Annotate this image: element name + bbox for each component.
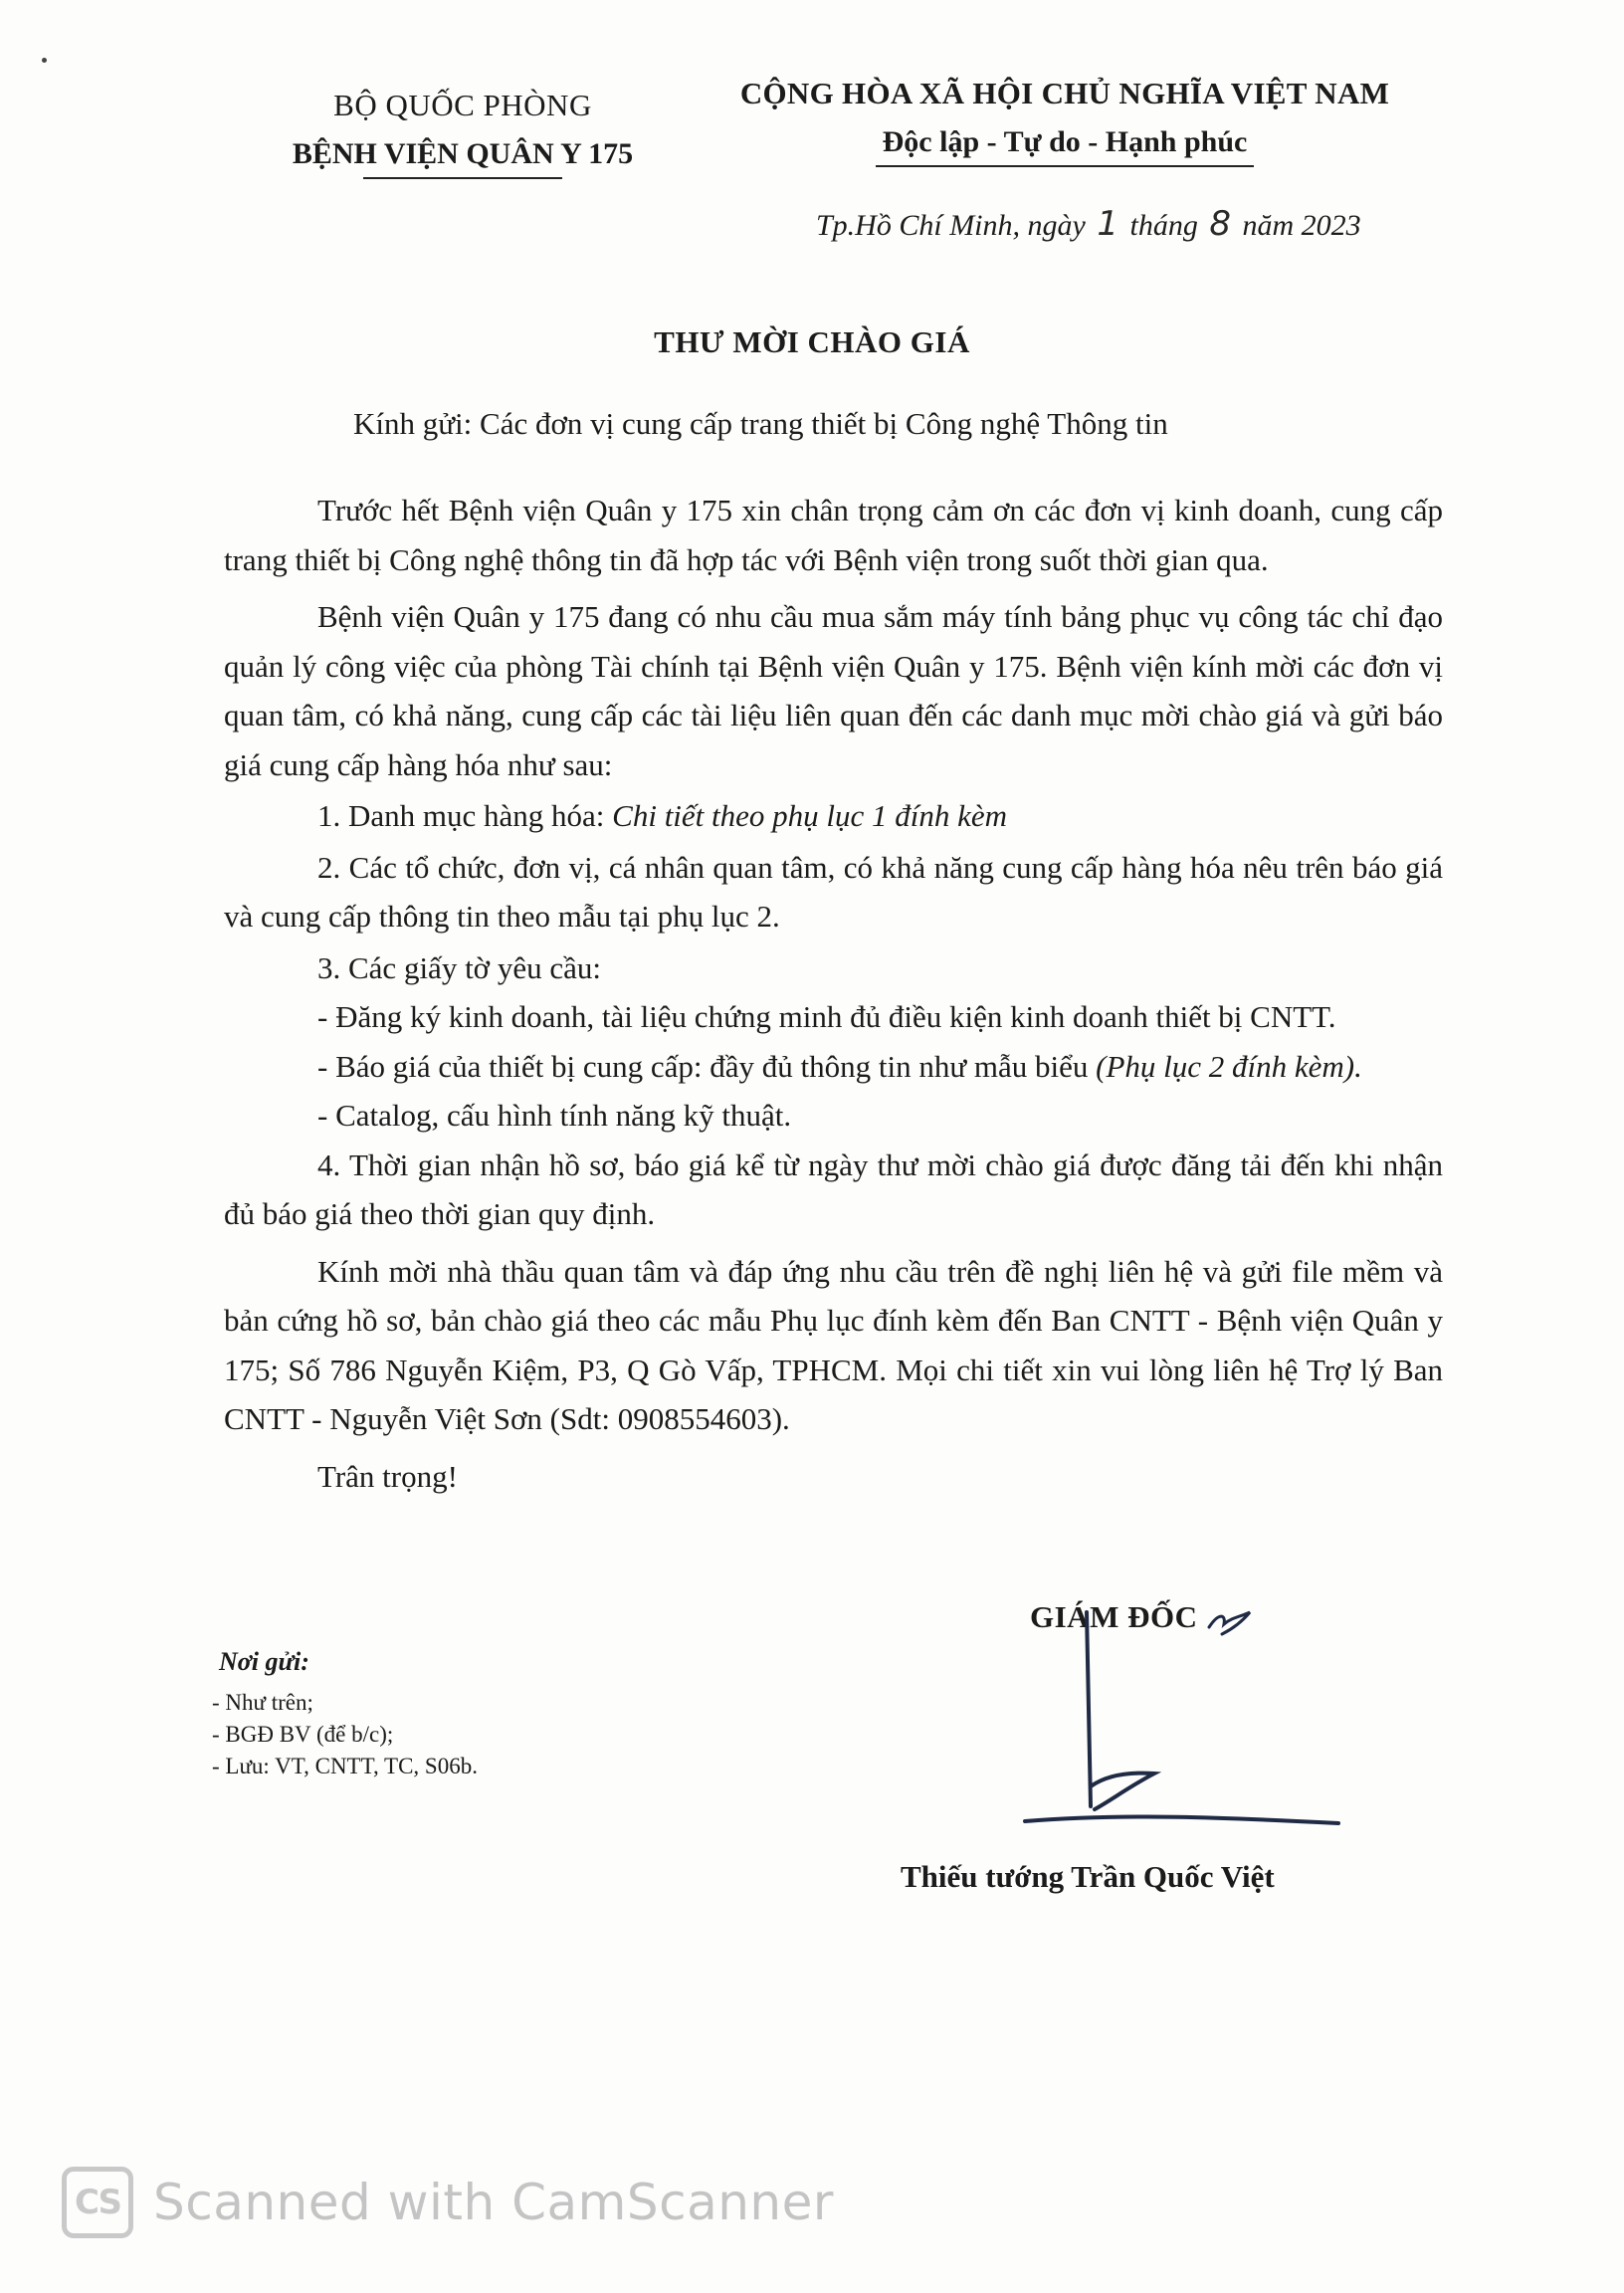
handwritten-signature (1005, 1572, 1403, 1841)
hospital-name: BỆNH VIỆN QUÂN Y 175 (292, 137, 634, 170)
issuer-underline (363, 177, 562, 179)
dateline-place: Tp.Hồ Chí Minh, ngày (816, 209, 1086, 242)
recipient-item: - Như trên; (212, 1690, 313, 1715)
greeting-line: Kính gửi: Các đơn vị cung cấp trang thiết bị Công nghệ Thông tin (353, 406, 1168, 441)
dateline-month: 8 (1209, 204, 1231, 244)
document-title: THƯ MỜI CHÀO GIÁ (654, 324, 970, 359)
dateline-month-label: tháng (1129, 209, 1198, 242)
list-item-3b-italic: (Phụ lục 2 đính kèm). (1096, 1048, 1362, 1084)
signatory-name: Thiếu tướng Trần Quốc Việt (901, 1859, 1275, 1894)
recipient-item: - BGĐ BV (để b/c); (212, 1722, 394, 1747)
list-item-1-text: 1. Danh mục hàng hóa: (317, 798, 613, 833)
closing-line: Trân trọng! (317, 1458, 458, 1494)
list-item-2: 2. Các tổ chức, đơn vị, cá nhân quan tâm, có khả năng cung cấp hàng hóa nêu trên báo giá và cung cấp thông tin theo mẫu tại phụ lục 2. (224, 849, 1443, 934)
country-name: CỘNG HÒA XÃ HỘI CHỦ NGHĨA VIỆT NAM (739, 76, 1390, 110)
list-item-1-italic: Chi tiết theo phụ lục 1 đính kèm (612, 798, 1008, 833)
national-header (697, 76, 1433, 167)
list-item-3c: - Catalog, cấu hình tính năng kỹ thuật. (317, 1098, 792, 1133)
recipients-title: Nơi gửi: (219, 1647, 309, 1676)
ministry-name: BỘ QUỐC PHÒNG (333, 88, 592, 122)
dateline-year: năm 2023 (1242, 209, 1361, 242)
watermark-text: Scanned with CamScanner (153, 2174, 834, 2231)
paragraph-request: Bệnh viện Quân y 175 đang có nhu cầu mua sắm máy tính bảng phục vụ công tác chỉ đạo quản lý công việc của phòng Tài chính tại Bệnh viện Quân y 175. Bệnh viện kính mời các đơn vị quan tâm, có khả năng, cung cấp các tài liệu liên quan đến các danh mục mời chào giá và gửi báo giá cung cấp hàng hóa như sau: (224, 599, 1443, 782)
camscanner-watermark (62, 2166, 834, 2239)
scan-speck (42, 58, 47, 63)
paragraph-contact: Kính mời nhà thầu quan tâm và đáp ứng nhu cầu trên đề nghị liên hệ và gửi file mềm và bản cứng hồ sơ, bản chào giá theo các mẫu Phụ lục đính kèm đến Ban CNTT - Bệnh viện Quân y 175; Số 786 Nguyễn Kiệm, P3, Q Gò Vấp, TPHCM. Mọi chi tiết xin vui lòng liên hệ Trợ lý Ban CNTT - Nguyễn Việt Sơn (Sdt: 0908554603). (224, 1253, 1443, 1436)
paragraph-intro: Trước hết Bệnh viện Quân y 175 xin chân trọng cảm ơn các đơn vị kinh doanh, cung cấp trang thiết bị Công nghệ thông tin đã hợp tác với Bệnh viện trong suốt thời gian qua. (224, 493, 1443, 577)
dateline-day: 1 (1097, 204, 1118, 244)
list-item-1 (224, 791, 1443, 841)
national-motto: Độc lập - Tự do - Hạnh phúc (882, 125, 1248, 158)
list-item-3b (224, 1042, 1443, 1092)
recipients-list (212, 1687, 478, 1782)
list-item-3a: - Đăng ký kinh doanh, tài liệu chứng minh đủ điều kiện kinh doanh thiết bị CNTT. (317, 999, 1336, 1034)
list-item-3b-text: - Báo giá của thiết bị cung cấp: đầy đủ thông tin như mẫu biểu (317, 1048, 1097, 1084)
letter-body (224, 486, 1443, 1501)
camscanner-logo-icon (62, 2167, 133, 2238)
recipient-item: - Lưu: VT, CNTT, TC, S06b. (212, 1754, 478, 1778)
camscanner-logo-text: CS (74, 2183, 121, 2222)
dateline (816, 204, 1433, 244)
issuer-block (229, 88, 697, 179)
motto-underline (876, 165, 1254, 167)
signatory-title: GIÁM ĐỐC (1030, 1599, 1198, 1634)
list-item-3: 3. Các giấy tờ yêu cầu: (317, 949, 601, 985)
list-item-4: 4. Thời gian nhận hồ sơ, báo giá kể từ ngày thư mời chào giá được đăng tải đến khi nhận đủ báo giá theo thời gian quy định. (224, 1146, 1443, 1231)
